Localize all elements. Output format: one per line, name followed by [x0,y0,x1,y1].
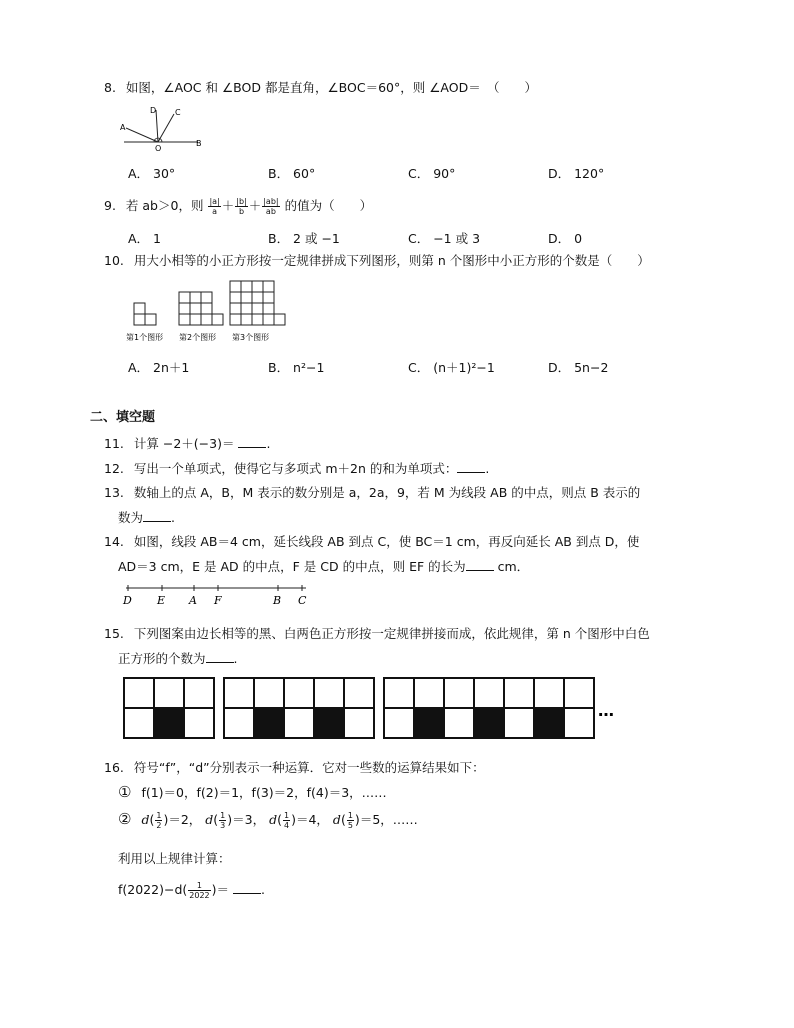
q14-label-d: D [123,594,132,607]
q16-answer-blank[interactable] [233,881,261,894]
q15-line2-row [118,649,238,667]
q16-tail: . [261,882,265,897]
q8-label-a: A [120,123,126,132]
q16-calc-prompt: 利用以上规律计算： [118,851,231,866]
q8-label-o: O [155,144,162,153]
q9-frac-2: $\frac{|b|}{b}$ [236,197,247,216]
q14-label-e: E [157,594,166,607]
q14-label-a: A [189,594,197,607]
q10-option-a[interactable]: A． 2n＋1 [128,360,190,375]
q10-number: 10. [104,253,124,268]
q16-rule2-frac-2: $\frac{1}{3}$ [220,811,226,830]
q8-text: 如图，∠AOC 和 ∠BOD 都是直角，∠BOC＝60°，则 ∠AOD＝ （ ） [125,80,537,95]
q13-line2-row [118,508,175,526]
q16-rule1-row [118,783,387,801]
q14-answer-blank[interactable] [466,558,494,571]
q14-label-c: C [298,594,307,607]
q8-number: 8. [104,80,116,95]
q13-line1: 数轴上的点 A，B，M 表示的数分别是 a，2a，9，若 M 为线段 AB 的中点，则点 B 表示的 [133,485,641,500]
q12-answer-blank[interactable] [457,460,485,473]
q15-number: 15. [104,626,124,641]
q13-line2: 数为 [118,510,144,525]
q16-stem [104,758,485,776]
q8-option-a[interactable]: A． 30° [128,166,176,181]
q9-text-pre: 若 ab＞0，则 [125,198,204,213]
q15-answer-blank[interactable] [206,650,234,663]
q16-rule1-mark: ① [118,783,132,801]
q16-rule2-frac-4: $\frac{1}{5}$ [347,811,353,830]
q10-option-d[interactable]: D． 5n−2 [548,360,609,375]
q9-frac-3: $\frac{|ab|}{ab}$ [263,197,279,216]
q14-stem [104,532,639,550]
q13-stem [104,483,640,501]
q16-number: 16. [104,760,124,775]
q9-option-c[interactable]: C． −1 或 3 [408,231,481,246]
q8-angle-figure [118,104,208,153]
q15-line2: 正方形的个数为 [118,651,206,666]
q12-text: 写出一个单项式，使得它与多项式 m＋2n 的和为单项式： [133,461,458,476]
q16-expression-row: f(2022)−d( $\frac{1}{2022}$ )＝ . [118,881,265,900]
q16-rule2-frac-3: $\frac{1}{4}$ [284,811,290,830]
q10-fig2-label: 第2个图形 [179,333,217,342]
q10-stem [104,251,650,269]
section-title-fill-blank: 二、填空题 [90,410,156,425]
q11-text: 计算 −2＋(−3)＝ [133,436,239,451]
q14-number: 14. [104,534,124,549]
q14-line2-row [118,557,529,575]
q9-stem: 9. 若 ab＞0，则 $\frac{|a|}{a}$ ＋ $\frac{|b|}{b}$ ＋ $\frac{|ab|}{ab}$ 的值为（ ） [104,197,373,216]
q15-ellipsis: … [598,701,614,720]
q11-stem [104,434,270,452]
q8-option-b[interactable]: B． 60° [268,166,316,181]
q16-rule2-frac-1: $\frac{1}{2}$ [156,811,162,830]
q11-tail: . [266,436,271,451]
q15-pattern-figure [122,676,622,744]
q10-option-c[interactable]: C． (n＋1)²−1 [408,360,495,375]
q15-tail: . [233,651,238,666]
q12-number: 12. [104,461,124,476]
q9-option-d[interactable]: D． 0 [548,231,583,246]
q14-segment-figure [120,580,320,608]
q16-rule2-mark: ② [118,810,132,828]
q14-label-f: F [214,594,222,607]
q16-expr-post: ＝ [216,882,233,897]
q9-option-b[interactable]: B． 2 或 −1 [268,231,340,246]
q12-stem [104,459,489,477]
q14-tail: cm． [493,559,530,574]
q14-label-b: B [273,594,282,607]
q8-label-b: B [196,139,202,148]
q8-label-d: D [150,106,157,115]
q9-text-post: 的值为（ ） [284,198,373,213]
q10-square-figures [124,276,294,346]
q14-line2: AD＝3 cm，E 是 AD 的中点，F 是 CD 的中点，则 EF 的长为 [118,559,466,574]
q16-line1: 符号“f”，“d”分别表示一种运算．它对一些数的运算结果如下： [133,760,485,775]
q9-number: 9. [104,198,116,213]
q16-rule2-row: ② d( $\frac{1}{2}$ )＝2， d( $\frac{1}{3}$ )＝3， d( $\frac{1}{4}$ )＝4， d( $\frac{1}{5}$ )＝5，…… [118,810,418,830]
q10-fig1-label: 第1个图形 [126,333,164,342]
q15-stem [104,624,650,642]
q10-text: 用大小相等的小正方形按一定规律拼成下列图形，则第 n 个图形中小正方形的个数是（ ） [133,253,650,268]
q8-label-c: C [175,108,181,117]
q16-rule1: f(1)＝0，f(2)＝1，f(3)＝2，f(4)＝3，…… [141,785,387,800]
q10-option-b[interactable]: B． n²−1 [268,360,325,375]
q13-tail: . [171,510,175,525]
q8-option-c[interactable]: C． 90° [408,166,456,181]
q16-expr-pre: f(2022)−d [118,882,183,897]
q14-line1: 如图，线段 AB＝4 cm，延长线段 AB 到点 C，使 BC＝1 cm，再反向延长 AB 到点 D，使 [133,534,640,549]
q8-option-d[interactable]: D． 120° [548,166,605,181]
q11-number: 11. [104,436,124,451]
q15-line1: 下列图案由边长相等的黑、白两色正方形按一定规律拼接而成，依此规律，第 n 个图形中白色 [133,626,650,641]
q8-stem [104,78,537,96]
q13-number: 13. [104,485,124,500]
q9-frac-1: $\frac{|a|}{a}$ [209,197,220,216]
q13-answer-blank[interactable] [143,509,171,522]
q16-expr-frac: $\frac{1}{2022}$ [189,881,210,900]
q9-option-a[interactable]: A． 1 [128,231,161,246]
q10-fig3-label: 第3个图形 [232,333,270,342]
q12-tail: . [485,461,490,476]
q11-answer-blank[interactable] [238,435,266,448]
